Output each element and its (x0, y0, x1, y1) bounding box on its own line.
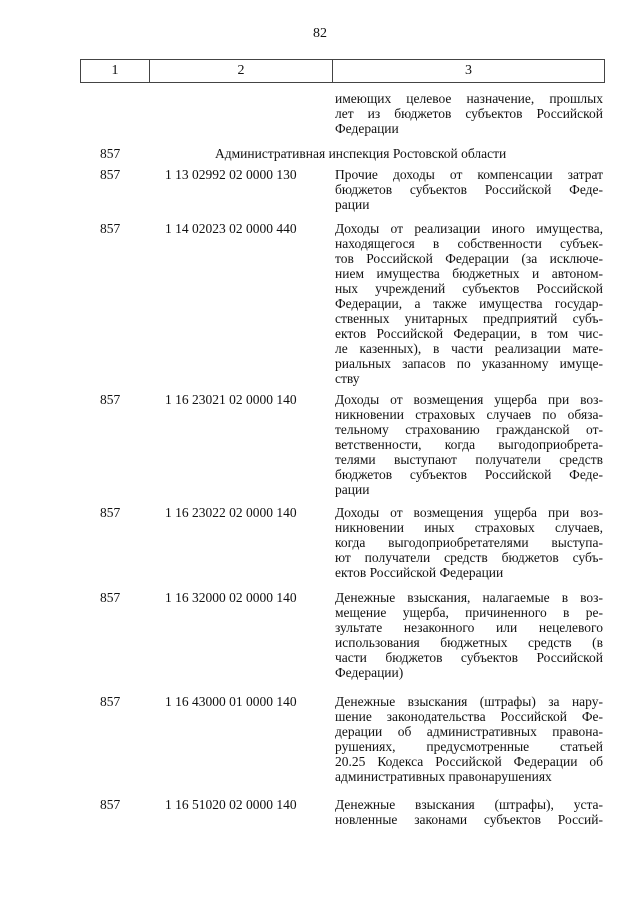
header-col-2: 2 (150, 60, 333, 82)
text-line: зультате незаконного или нецелевого (335, 620, 603, 635)
text-line: шение законодательства Российской Фе- (335, 709, 603, 724)
table-header (80, 59, 605, 83)
kbk-code: 1 16 51020 02 0000 140 (165, 797, 297, 812)
text-line: использования бюджетных средств (в (335, 635, 603, 650)
text-line: Доходы от реализации иного имущества, (335, 221, 603, 236)
text-line: Денежные взыскания (штрафы) за нару- (335, 694, 603, 709)
text-line: ветственности, когда выгодоприобрета- (335, 437, 603, 452)
text-line: находящегося в собственности субъек- (335, 236, 603, 251)
text-line: тельному страхованию гражданской от- (335, 422, 603, 437)
kbk-code: 1 14 02023 02 0000 440 (165, 221, 297, 236)
text-line: Денежные взыскания (штрафы), уста- (335, 797, 603, 812)
text-line: мещение ущерба, причиненного в ре- (335, 605, 603, 620)
income-description (335, 694, 603, 784)
text-line: тов Российской Федерации (за исключе- (335, 251, 603, 266)
text-line: новленные законами субъектов Россий- (335, 812, 603, 827)
text-line: нием имущества бюджетных и автоном- (335, 266, 603, 281)
text-line: никновении страховых случаев по обяза- (335, 407, 603, 422)
income-description (335, 797, 603, 827)
page-number: 82 (313, 26, 327, 41)
admin-code: 857 (100, 797, 121, 812)
income-description (335, 167, 603, 212)
text-line: Прочие доходы от компенсации затрат (335, 167, 603, 182)
text-line: Федерации) (335, 665, 404, 680)
income-description (335, 392, 603, 497)
admin-code: 857 (100, 392, 121, 407)
kbk-code: 1 13 02992 02 0000 130 (165, 167, 297, 182)
text-line: рушениях, предусмотренные статьей (335, 739, 603, 754)
text-line: ственных унитарных предприятий субъ- (335, 311, 603, 326)
text-line: Доходы от возмещения ущерба при воз- (335, 505, 603, 520)
text-line: бюджетов субъектов Российской Феде- (335, 182, 603, 197)
text-line: никновении иных страховых случаев, (335, 520, 603, 535)
kbk-code: 1 16 43000 01 0000 140 (165, 694, 297, 709)
admin-code: 857 (100, 221, 121, 236)
text-line: имеющих целевое назначение, прошлых (335, 91, 603, 106)
text-line: Федерации (335, 121, 399, 136)
text-line: ют получатели средств бюджетов субъ- (335, 550, 603, 565)
text-line: ектов Российской Федерации, в том чис- (335, 326, 603, 341)
kbk-code: 1 16 32000 02 0000 140 (165, 590, 297, 605)
text-line: административных правонарушениях (335, 769, 552, 784)
income-description (335, 505, 603, 580)
text-line: Денежные взыскания, налагаемые в воз- (335, 590, 603, 605)
text-line: риальных запасов по указанному имуще- (335, 356, 603, 371)
text-line: дерации об административных правона- (335, 724, 603, 739)
kbk-code: 1 16 23022 02 0000 140 (165, 505, 297, 520)
admin-code: 857 (100, 694, 121, 709)
text-line: когда выгодоприобретателями выступа- (335, 535, 603, 550)
continuation-text (335, 91, 603, 136)
section-title: Административная инспекция Ростовской области (215, 146, 507, 161)
text-line: ектов Российской Федерации (335, 565, 504, 580)
text-line: телями выступают получатели средств (335, 452, 603, 467)
section-admin-code: 857 (100, 146, 121, 161)
kbk-code: 1 16 23021 02 0000 140 (165, 392, 297, 407)
admin-code: 857 (100, 505, 121, 520)
header-col-3: 3 (465, 63, 472, 78)
text-line: ству (335, 371, 360, 386)
text-line: рации (335, 197, 370, 212)
text-line: ных учреждений субъектов Российской (335, 281, 603, 296)
text-line: Доходы от возмещения ущерба при воз- (335, 392, 603, 407)
text-line: бюджетов субъектов Российской Феде- (335, 467, 603, 482)
admin-code: 857 (100, 590, 121, 605)
text-line: лет из бюджетов субъектов Российской (335, 106, 603, 121)
income-description (335, 221, 603, 386)
text-line: рации (335, 482, 370, 497)
admin-code: 857 (100, 167, 121, 182)
text-line: ле казенных), в части реализации мате- (335, 341, 603, 356)
income-description (335, 590, 603, 680)
text-line: Федерации, а также имущества государ- (335, 296, 603, 311)
text-line: части бюджетов субъектов Российской (335, 650, 603, 665)
text-line: 20.25 Кодекса Российской Федерации об (335, 754, 603, 769)
header-col-1: 1 (81, 60, 150, 82)
